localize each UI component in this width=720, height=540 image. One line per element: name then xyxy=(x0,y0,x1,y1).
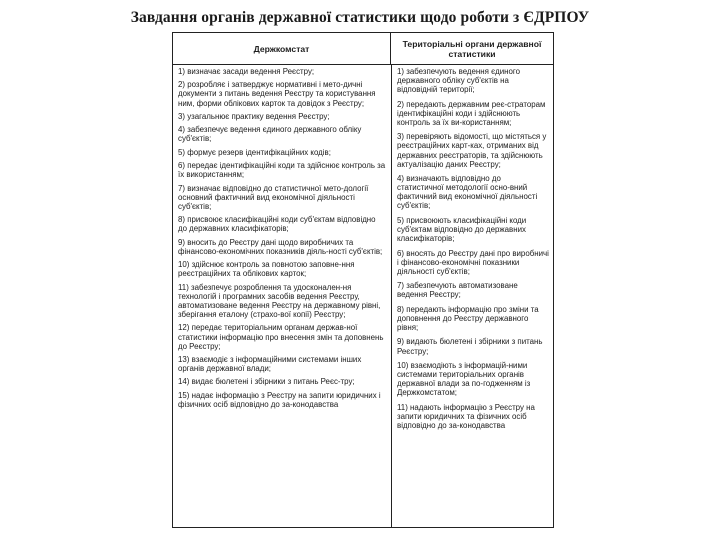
list-item: 6) передає ідентифікаційні коди та здійснює контроль за їх використанням; xyxy=(178,161,386,180)
list-item: 15) надає інформацію з Реєстру на запити юридичних і фізичних осіб відповідно до за-конодавства xyxy=(178,390,381,409)
list-item: 8) передають інформацію про зміни та доповнення до Реєстру державного рівня; xyxy=(397,304,539,332)
tasks-table xyxy=(172,32,554,528)
list-item: 10) взаємодіють з інформацій-ними системами територіальних органів державної влади за по-годженням із Держкомстатом; xyxy=(397,361,531,398)
header-divider xyxy=(173,64,553,65)
list-item: 14) видає бюлетені і збірники з питань Реєс-тру; xyxy=(178,377,355,387)
list-item: 8) присвоює класифікаційні коди суб'єктам відповідно до державних класифікаторів; xyxy=(178,215,376,234)
list-item: 7) визначає відповідно до статистичної мето-дології основний фактичний вид економічної діяльності суб'єктів; xyxy=(178,183,369,211)
column-header-territorial-bodies: Територіальні органи державної статистики xyxy=(402,38,542,59)
list-item: 1) визначає засади ведення Реєстру; xyxy=(178,67,315,76)
list-item: 9) вносить до Реєстру дані щодо виробничих та фінансово-економічних показників діяль-ності суб'єктів; xyxy=(178,237,383,256)
list-item: 9) видають бюлетені і збірники з питань Реєстру; xyxy=(397,337,543,356)
list-item: 12) передає територіальним органам держав-ної статистики інформацію про внесення змін та доповнень до Реєстру; xyxy=(178,323,384,351)
list-item: 7) забезпечують автоматизоване ведення Реєстру; xyxy=(397,281,518,300)
territorial-bodies-tasks-column xyxy=(397,67,549,435)
list-item: 13) взаємодіє з інформаційними системами інших органів державної влади; xyxy=(178,355,362,374)
list-item: 10) здійснює контроль за повнотою заповне-ння реєстраційних та облікових карток; xyxy=(178,260,355,279)
document-title: Завдання органів державної статистики щодо роботи з ЄДРПОУ xyxy=(130,9,590,26)
list-item: 5) присвоюють класифікаційні коди суб'єктам відповідно до державних класифікаторів; xyxy=(397,215,527,244)
list-item: 4) визначають відповідно до статистичної методології осно-вний фактичний вид економічної діяльності суб'єктів; xyxy=(397,174,538,211)
list-item: 11) забезпечує розроблення та удосконален-ня технологій і програмних засобів ведення Реєстру, автоматизоване ведення Реєстру на державному рівні, зберігання еталону (страхо-вої копії) Реєстру; xyxy=(178,282,381,320)
list-item: 3) перевіряють відомості, що містяться у реєстраційних карт-ках, отриманих від державних реєстраторів, та здійснюють актуалізацію даних Реєстру; xyxy=(397,132,547,169)
list-item: 2) передають державним реє-страторам ідентифікаційні коди і здійснюють контроль за їх ви-користанням; xyxy=(397,99,546,127)
list-item: 11) надають інформацію з Реєстру на запити юридичних та фізичних осіб відповідно до за-конодавства xyxy=(397,402,535,430)
list-item: 6) вносять до Реєстру дані про виробничі і фінансово-економічні показники діяльності суб'єктів; xyxy=(397,248,549,276)
list-item: 4) забезпечує ведення єдиного державного обліку суб'єктів; xyxy=(178,125,362,144)
derzhkomstat-tasks-column xyxy=(178,67,386,413)
list-item: 1) забезпечують ведення єдиного державного обліку суб'єктів на відповідній території; xyxy=(397,67,520,95)
column-divider xyxy=(391,64,392,528)
column-header-derzhkomstat: Держкомстат xyxy=(173,33,391,64)
list-item: 5) формує резерв ідентифікаційних кодів; xyxy=(178,147,331,157)
list-item: 2) розробляє і затверджує нормативні і мето-дичні документи з питань ведення Реєстру та користування ним, форми облікових карток та довідок з Реєстру; xyxy=(178,80,376,108)
list-item: 3) узагальнює практику ведення Реєстру; xyxy=(178,111,330,121)
